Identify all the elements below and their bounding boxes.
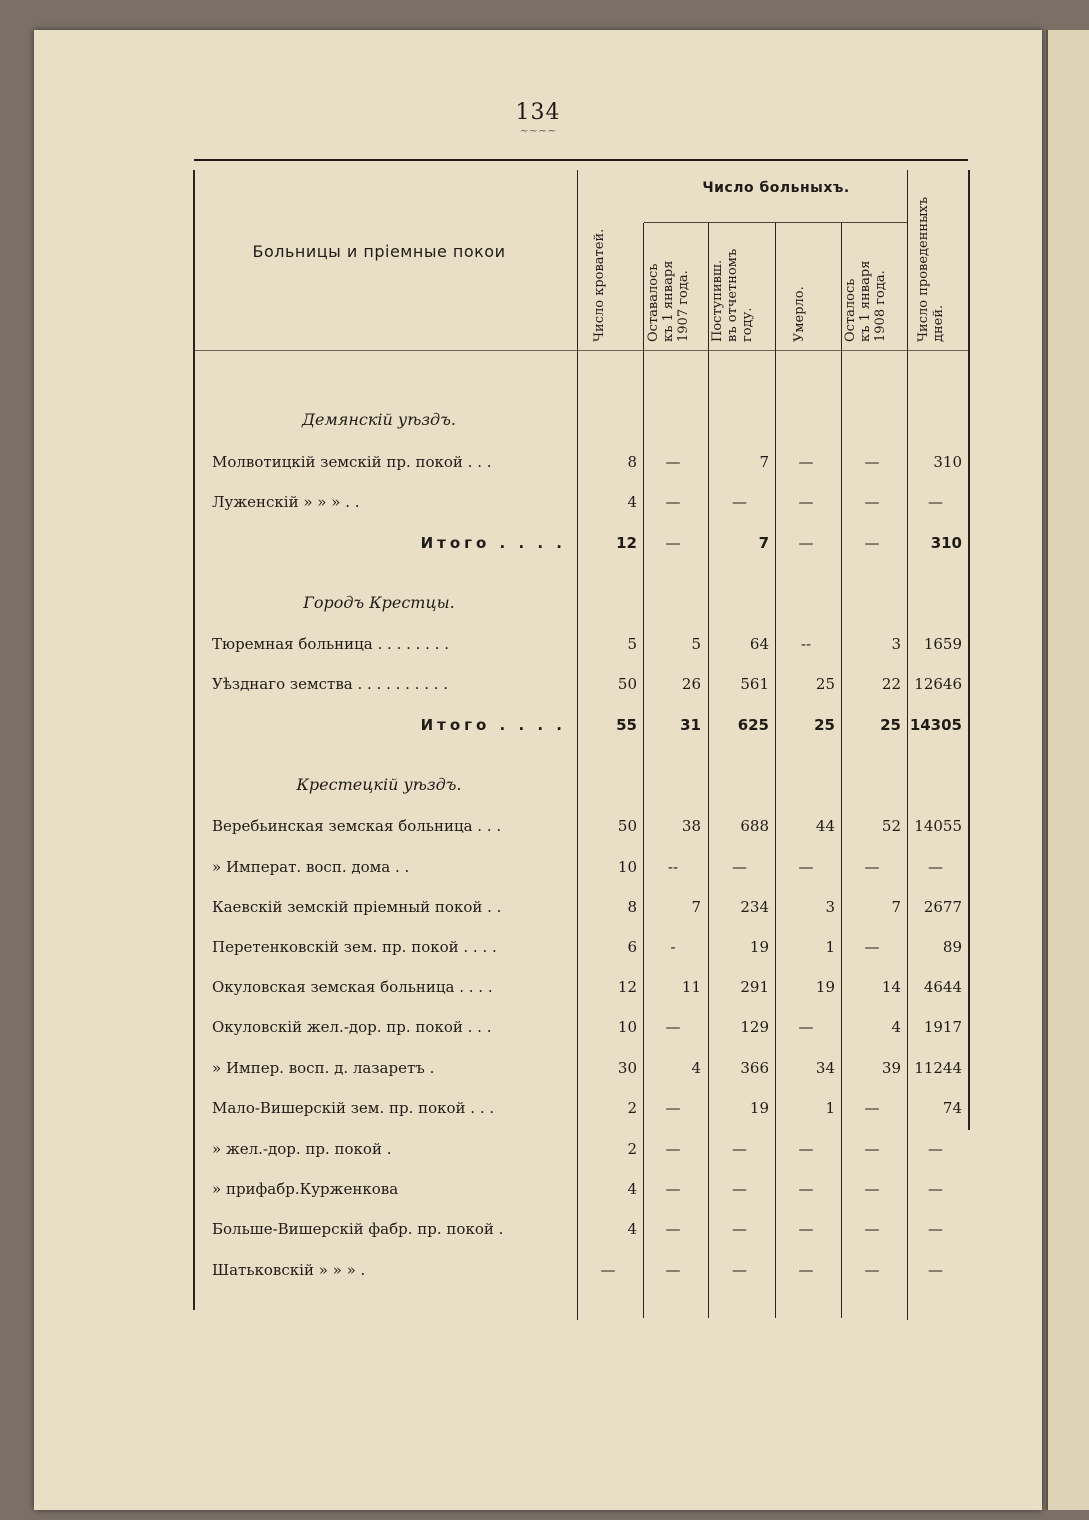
table-cell: 3 xyxy=(891,635,901,653)
header-bottom-rule xyxy=(194,350,968,351)
table-cell: 129 xyxy=(740,1018,769,1036)
table-cell: — xyxy=(864,858,880,876)
table-cell: — xyxy=(864,493,880,511)
table-cell: 7 xyxy=(691,898,701,916)
col-divider-admitted xyxy=(708,223,709,1318)
table-cell: 26 xyxy=(681,675,701,693)
table-left-border xyxy=(193,170,195,1310)
table-cell: — xyxy=(732,1140,747,1158)
table-cell: 25 xyxy=(880,716,901,734)
table-cell: 39 xyxy=(881,1059,901,1077)
table-right-border xyxy=(968,170,970,1130)
table-cell: — xyxy=(798,1220,814,1238)
col-divider-1908 xyxy=(841,223,842,1318)
table-cell: 5 xyxy=(691,635,701,653)
table-cell: 25 xyxy=(815,675,835,693)
table-cell: 2677 xyxy=(923,898,962,916)
table-cell: — xyxy=(665,1220,681,1238)
table-cell: — xyxy=(665,453,681,471)
table-top-rule xyxy=(194,159,968,161)
header-remained-1907: Оставалось къ 1 января 1907 года. xyxy=(646,260,691,342)
table-cell: — xyxy=(665,1180,681,1198)
table-cell: - xyxy=(670,938,676,956)
table-cell: 7 xyxy=(759,453,769,471)
table-cell: 10 xyxy=(617,1018,637,1036)
table-cell: 4 xyxy=(691,1059,701,1077)
row-label: Луженскій » » » . . xyxy=(212,493,360,511)
table-cell: 4 xyxy=(627,1220,637,1238)
table-cell: 561 xyxy=(740,675,769,693)
table-cell: 50 xyxy=(617,675,637,693)
table-cell: 14305 xyxy=(909,716,962,734)
table-cell: — xyxy=(864,1220,880,1238)
table-cell: 12 xyxy=(616,534,637,552)
header-died: Умерло. xyxy=(792,286,807,342)
table-cell: — xyxy=(600,1261,616,1279)
table-cell: — xyxy=(798,858,814,876)
table-cell: 89 xyxy=(942,938,962,956)
table-cell: 7 xyxy=(758,534,769,552)
header-beds: Число кроватей. xyxy=(592,228,607,342)
table-cell: 19 xyxy=(749,938,769,956)
table-cell: — xyxy=(732,1261,747,1279)
table-cell: — xyxy=(798,1180,814,1198)
row-label: Мало-Вишерскій зем. пр. покой . . . xyxy=(212,1099,495,1117)
table-cell: 6 xyxy=(627,938,637,956)
row-label: » жел.-дор. пр. покой . xyxy=(212,1140,392,1158)
table-cell: 1 xyxy=(825,1099,835,1117)
table-cell: 12 xyxy=(617,978,637,996)
table-cell: 10 xyxy=(617,858,637,876)
table-cell: 22 xyxy=(881,675,901,693)
table-cell: — xyxy=(864,938,880,956)
table-cell: 625 xyxy=(737,716,769,734)
table-cell: 4 xyxy=(891,1018,901,1036)
row-label: Окуловскій жел.-дор. пр. покой . . . xyxy=(212,1018,492,1036)
table-cell: — xyxy=(864,1140,880,1158)
table-cell: 55 xyxy=(616,716,637,734)
patients-group-rule xyxy=(644,222,908,223)
row-label: » Импер. восп. д. лазаретъ . xyxy=(212,1059,435,1077)
table-cell: 64 xyxy=(749,635,769,653)
table-cell: — xyxy=(928,493,943,511)
table-cell: — xyxy=(798,453,814,471)
table-cell: — xyxy=(928,1180,943,1198)
table-cell: 1917 xyxy=(923,1018,962,1036)
table-cell: 8 xyxy=(627,453,637,471)
row-label: » Императ. восп. дома . . xyxy=(212,858,410,876)
row-label: Шатьковскій » » » . xyxy=(212,1261,366,1279)
table-cell: — xyxy=(928,858,943,876)
next-page-edge xyxy=(1046,30,1089,1510)
table-cell: 11244 xyxy=(914,1059,962,1077)
table-cell: 1659 xyxy=(923,635,962,653)
table-cell: 3 xyxy=(825,898,835,916)
header-remained-1908: Осталось къ 1 января 1908 года. xyxy=(843,260,888,342)
section-title: Крестецкій уѣздъ. xyxy=(296,775,462,794)
col-divider-1907 xyxy=(643,223,644,1318)
table-cell: — xyxy=(928,1140,943,1158)
table-cell: — xyxy=(665,1140,681,1158)
total-row-label: Итого . . . . xyxy=(420,534,566,552)
table-cell: — xyxy=(798,1140,814,1158)
table-cell: — xyxy=(732,1220,747,1238)
table-cell: — xyxy=(665,1018,681,1036)
table-cell: 14 xyxy=(881,978,901,996)
page xyxy=(34,30,1042,1510)
page-number-ornament: ~~~~ xyxy=(519,124,557,137)
table-cell: — xyxy=(864,453,880,471)
table-cell: 50 xyxy=(617,817,637,835)
total-row-label: Итого . . . . xyxy=(420,716,566,734)
table-cell: 25 xyxy=(814,716,835,734)
row-label: Тюремная больница . . . . . . . . xyxy=(212,635,450,653)
table-cell: 38 xyxy=(681,817,701,835)
table-cell: 310 xyxy=(933,453,962,471)
col-divider-beds xyxy=(577,170,578,1320)
page-number: 134 xyxy=(515,100,561,125)
table-cell: 74 xyxy=(942,1099,962,1117)
table-cell: — xyxy=(732,858,747,876)
table-cell: 12646 xyxy=(914,675,962,693)
row-label: Каевскій земскій пріемный покой . . xyxy=(212,898,502,916)
table-cell: — xyxy=(798,1261,814,1279)
table-cell: 14055 xyxy=(914,817,962,835)
table-cell: 4644 xyxy=(923,978,962,996)
table-cell: — xyxy=(864,1180,880,1198)
table-cell: 30 xyxy=(617,1059,637,1077)
header-days: Число проведенныхъ дней. xyxy=(916,196,946,342)
table-cell: 34 xyxy=(815,1059,835,1077)
table-cell: 688 xyxy=(740,817,769,835)
table-cell: 19 xyxy=(749,1099,769,1117)
table-cell: -- xyxy=(800,635,812,653)
row-label: Перетенковскій зем. пр. покой . . . . xyxy=(212,938,497,956)
table-cell: 2 xyxy=(627,1140,637,1158)
row-label: Окуловская земская больница . . . . xyxy=(212,978,493,996)
table-cell: — xyxy=(864,534,880,552)
table-cell: — xyxy=(732,493,747,511)
table-cell: — xyxy=(798,534,814,552)
table-cell: 31 xyxy=(680,716,701,734)
section-title: Городъ Крестцы. xyxy=(303,593,455,612)
table-cell: 291 xyxy=(740,978,769,996)
table-cell: 5 xyxy=(627,635,637,653)
table-cell: — xyxy=(928,1261,943,1279)
table-cell: 44 xyxy=(815,817,835,835)
table-cell: — xyxy=(732,1180,747,1198)
table-cell: — xyxy=(864,1261,880,1279)
section-title: Демянскій уѣздъ. xyxy=(302,410,456,429)
table-cell: 4 xyxy=(627,1180,637,1198)
col-divider-days xyxy=(907,170,908,1320)
table-cell: 19 xyxy=(815,978,835,996)
table-cell: — xyxy=(665,493,681,511)
row-label: Веребьинская земская больница . . . xyxy=(212,817,502,835)
table-cell: — xyxy=(928,1220,943,1238)
table-cell: — xyxy=(864,1099,880,1117)
header-admitted: Поступивш. въ отчетномъ году. xyxy=(710,248,755,342)
row-label: Молвотицкій земскій пр. покой . . . xyxy=(212,453,492,471)
table-cell: 11 xyxy=(681,978,701,996)
row-label: Больше-Вишерскій фабр. пр. покой . xyxy=(212,1220,504,1238)
row-label: » прифабр.Курженкова xyxy=(212,1180,399,1198)
table-cell: -- xyxy=(667,858,679,876)
table-cell: 1 xyxy=(825,938,835,956)
table-cell: 2 xyxy=(627,1099,637,1117)
table-cell: 366 xyxy=(740,1059,769,1077)
table-cell: 52 xyxy=(881,817,901,835)
header-patients-group: Число больныхъ. xyxy=(702,180,850,196)
table-cell: 310 xyxy=(930,534,962,552)
header-row-label: Больницы и пріемные покои xyxy=(252,242,506,261)
row-label: Уѣзднаго земства . . . . . . . . . . xyxy=(212,675,449,693)
table-cell: 7 xyxy=(891,898,901,916)
table-cell: — xyxy=(798,1018,814,1036)
table-cell: 8 xyxy=(627,898,637,916)
table-cell: — xyxy=(665,1261,681,1279)
table-cell: — xyxy=(665,534,681,552)
table-cell: — xyxy=(798,493,814,511)
table-cell: — xyxy=(665,1099,681,1117)
table-cell: 234 xyxy=(740,898,769,916)
col-divider-died xyxy=(775,223,776,1318)
table-cell: 4 xyxy=(627,493,637,511)
